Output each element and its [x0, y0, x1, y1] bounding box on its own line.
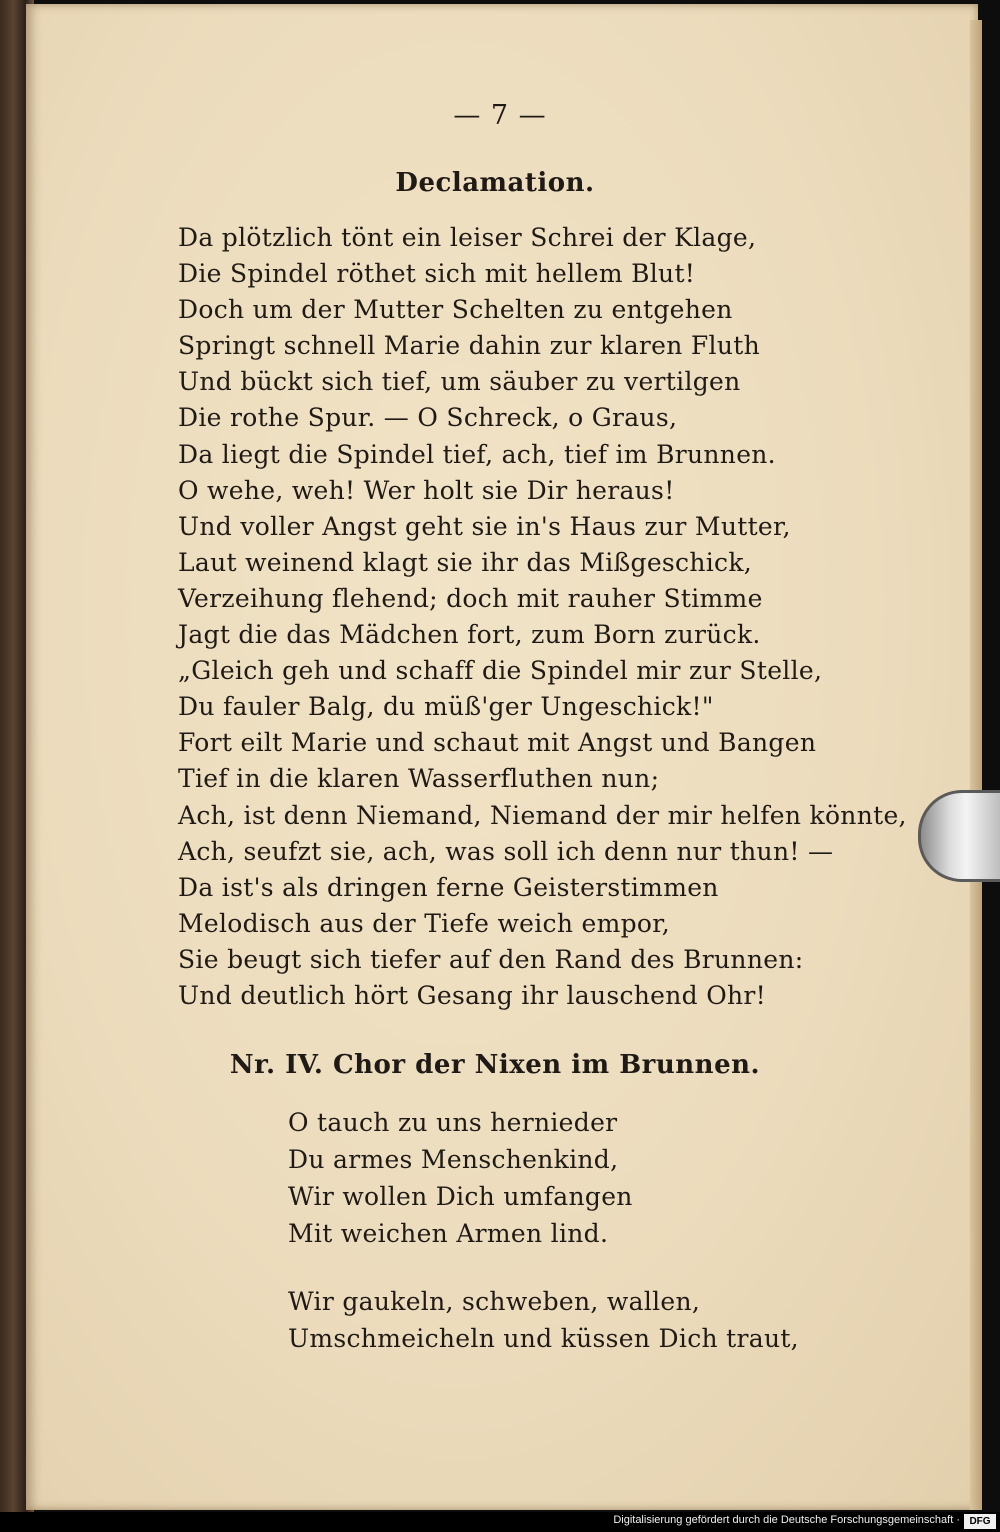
- chorus-line: Mit weichen Armen lind.: [288, 1219, 609, 1248]
- page-number: — 7 —: [453, 100, 547, 131]
- verse-line: Da liegt die Spindel tief, ach, tief im Brunnen.: [178, 439, 776, 469]
- verse-line: Tief in die klaren Wasserfluthen nun;: [178, 764, 660, 794]
- verse-line: Und deutlich hört Gesang ihr lauschend Ohr!: [178, 980, 767, 1010]
- verse-line: Springt schnell Marie dahin zur klaren Fluth: [178, 331, 760, 361]
- chorus-line: Du armes Menschenkind,: [288, 1145, 619, 1174]
- chorus-line: O tauch zu uns hernieder: [288, 1108, 618, 1137]
- chorus-line: Wir gaukeln, schweben, wallen,: [288, 1287, 701, 1316]
- verse-line: Ach, seufzt sie, ach, was soll ich denn nur thun! —: [178, 836, 834, 866]
- verse-line: Und bückt sich tief, um säuber zu vertilgen: [178, 367, 741, 397]
- dfg-logo: DFG: [964, 1514, 996, 1529]
- chorus-stanza-1: [288, 1104, 633, 1252]
- verse-line: Fort eilt Marie und schaut mit Angst und Bangen: [178, 728, 817, 758]
- chorus-line: Wir wollen Dich umfangen: [288, 1182, 633, 1211]
- declamation-verse: [178, 220, 907, 1014]
- verse-line: Da ist's als dringen ferne Geisterstimmen: [178, 872, 719, 902]
- verse-line: „Gleich geh und schaff die Spindel mir zur Stelle,: [178, 656, 823, 686]
- verse-line: Verzeihung flehend; doch mit rauher Stimme: [178, 583, 763, 613]
- verse-line: Melodisch aus der Tiefe weich empor,: [178, 908, 671, 938]
- chorus-heading: Nr. IV. Chor der Nixen im Brunnen.: [229, 1050, 761, 1080]
- verse-line: O wehe, weh! Wer holt sie Dir heraus!: [178, 475, 675, 505]
- declamation-heading: Declamation.: [395, 168, 595, 198]
- chorus-stanza-2: [288, 1283, 799, 1357]
- verse-line: Da plötzlich tönt ein leiser Schrei der Klage,: [178, 223, 757, 252]
- verse-line: Du fauler Balg, du müß'ger Ungeschick!": [178, 692, 714, 722]
- verse-line: Jagt die das Mädchen fort, zum Born zurück.: [178, 620, 761, 650]
- chorus-line: Umschmeicheln und küssen Dich traut,: [288, 1324, 799, 1353]
- verse-line: Laut weinend klagt sie ihr das Mißgeschick,: [178, 547, 753, 577]
- verse-line: Die rothe Spur. — O Schreck, o Graus,: [178, 403, 678, 433]
- verse-line: Die Spindel röthet sich mit hellem Blut!: [178, 259, 696, 289]
- verse-line: Sie beugt sich tiefer auf den Rand des Brunnen:: [178, 944, 804, 974]
- footer-credit: Digitalisierung gefördert durch die Deutsche Forschungsgemeinschaft ·: [613, 1514, 960, 1526]
- verse-line: Doch um der Mutter Schelten zu entgehen: [178, 295, 733, 325]
- verse-line: Und voller Angst geht sie in's Haus zur Mutter,: [178, 511, 791, 541]
- verse-line: Ach, ist denn Niemand, Niemand der mir helfen könnte,: [178, 800, 907, 830]
